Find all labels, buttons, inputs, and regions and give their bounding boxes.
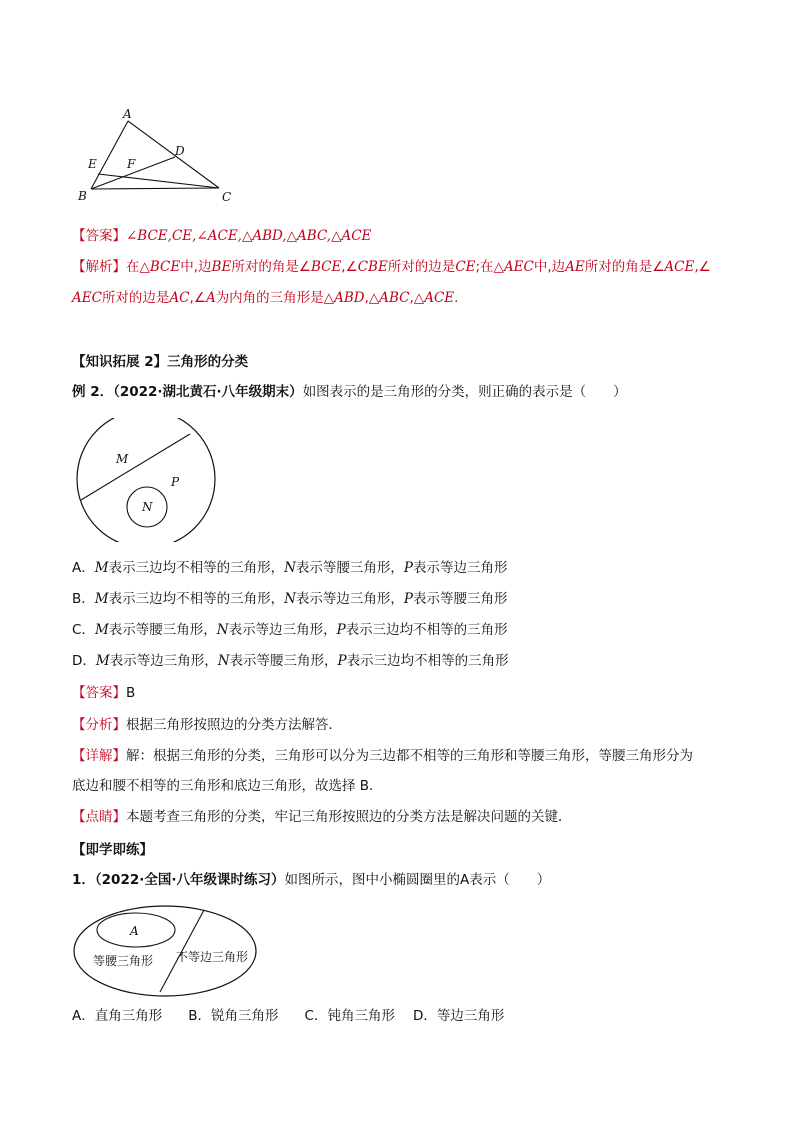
scalene-label: 不等边三角形 [176,950,249,964]
answer-2: 【答案】B [72,685,136,701]
dianjing: 【点睛】本题考查三角形的分类，牢记三角形按照边的分类方法是解决问题的关键． [72,809,572,825]
ellipse-figure [72,903,264,999]
xiangjie-line-2: 底边和腰不相等的三角形和底边三角形，故选择 B． [72,778,383,794]
triangle-figure [70,104,240,208]
xiangjie-line-1: 【详解】解：根据三角形的分类，三角形可以分为三边都不相等的三角形和等腰三角形，等腰三角形分为 [72,748,693,764]
q1-option-c[interactable]: C．钝角三角形 [304,1008,395,1024]
q1-option-d[interactable]: D．等边三角形 [412,1008,505,1024]
option-a[interactable]: A．M表示三边均不相等的三角形，N表示等腰三角形，P表示等边三角形 [72,560,508,576]
label-d: D [175,144,185,158]
isosceles-label: 等腰三角形 [93,954,154,968]
answer-1: 【答案】∠BCE,CE,∠ACE,△ABD,△ABC,△ACE [72,228,372,244]
practice-title: 【即学即练】 [72,842,153,858]
label-a-ellipse: A [130,924,139,938]
label-a: A [123,107,132,121]
label-b: B [78,189,87,203]
q1-option-a[interactable]: A．直角三角形 [72,1008,163,1024]
section-title: 【知识拓展 2】三角形的分类 [72,354,249,370]
analysis-1-line-1: 【解析】在△BCE中,边BE所对的角是∠BCE,∠CBE所对的边是CE;在△AEC中,边AE所对的角是∠ACE,∠ [72,259,711,275]
example-2-stem: 例 2．（2022·湖北黄石·八年级期末）如图表示的是三角形的分类，则正确的表示是（ ） [72,384,627,400]
option-b[interactable]: B．M表示三边均不相等的三角形，N表示等边三角形，P表示等腰三角形 [72,591,508,607]
label-p: P [171,475,180,489]
label-m: M [116,452,129,466]
q1-option-b[interactable]: B．锐角三角形 [188,1008,279,1024]
analysis-1-line-2: AEC所对的边是AC,∠A为内角的三角形是△ABD,△ABC,△ACE. [72,290,459,306]
classification-circle-figure [74,418,226,542]
option-c[interactable]: C．M表示等腰三角形，N表示等边三角形，P表示三边均不相等的三角形 [72,622,508,638]
label-n: N [142,500,153,514]
question-1-stem: 1．（2022·全国·八年级课时练习）如图所示，图中小椭圆圈里的A表示（ ） [72,872,551,888]
question-1-options [72,1006,504,1026]
fenxi: 【分析】根据三角形按照边的分类方法解答． [72,717,342,733]
label-f: F [127,157,136,171]
label-c: C [222,190,232,204]
label-e: E [88,157,97,171]
option-d[interactable]: D．M表示等边三角形，N表示等腰三角形，P表示三边均不相等的三角形 [72,653,509,669]
